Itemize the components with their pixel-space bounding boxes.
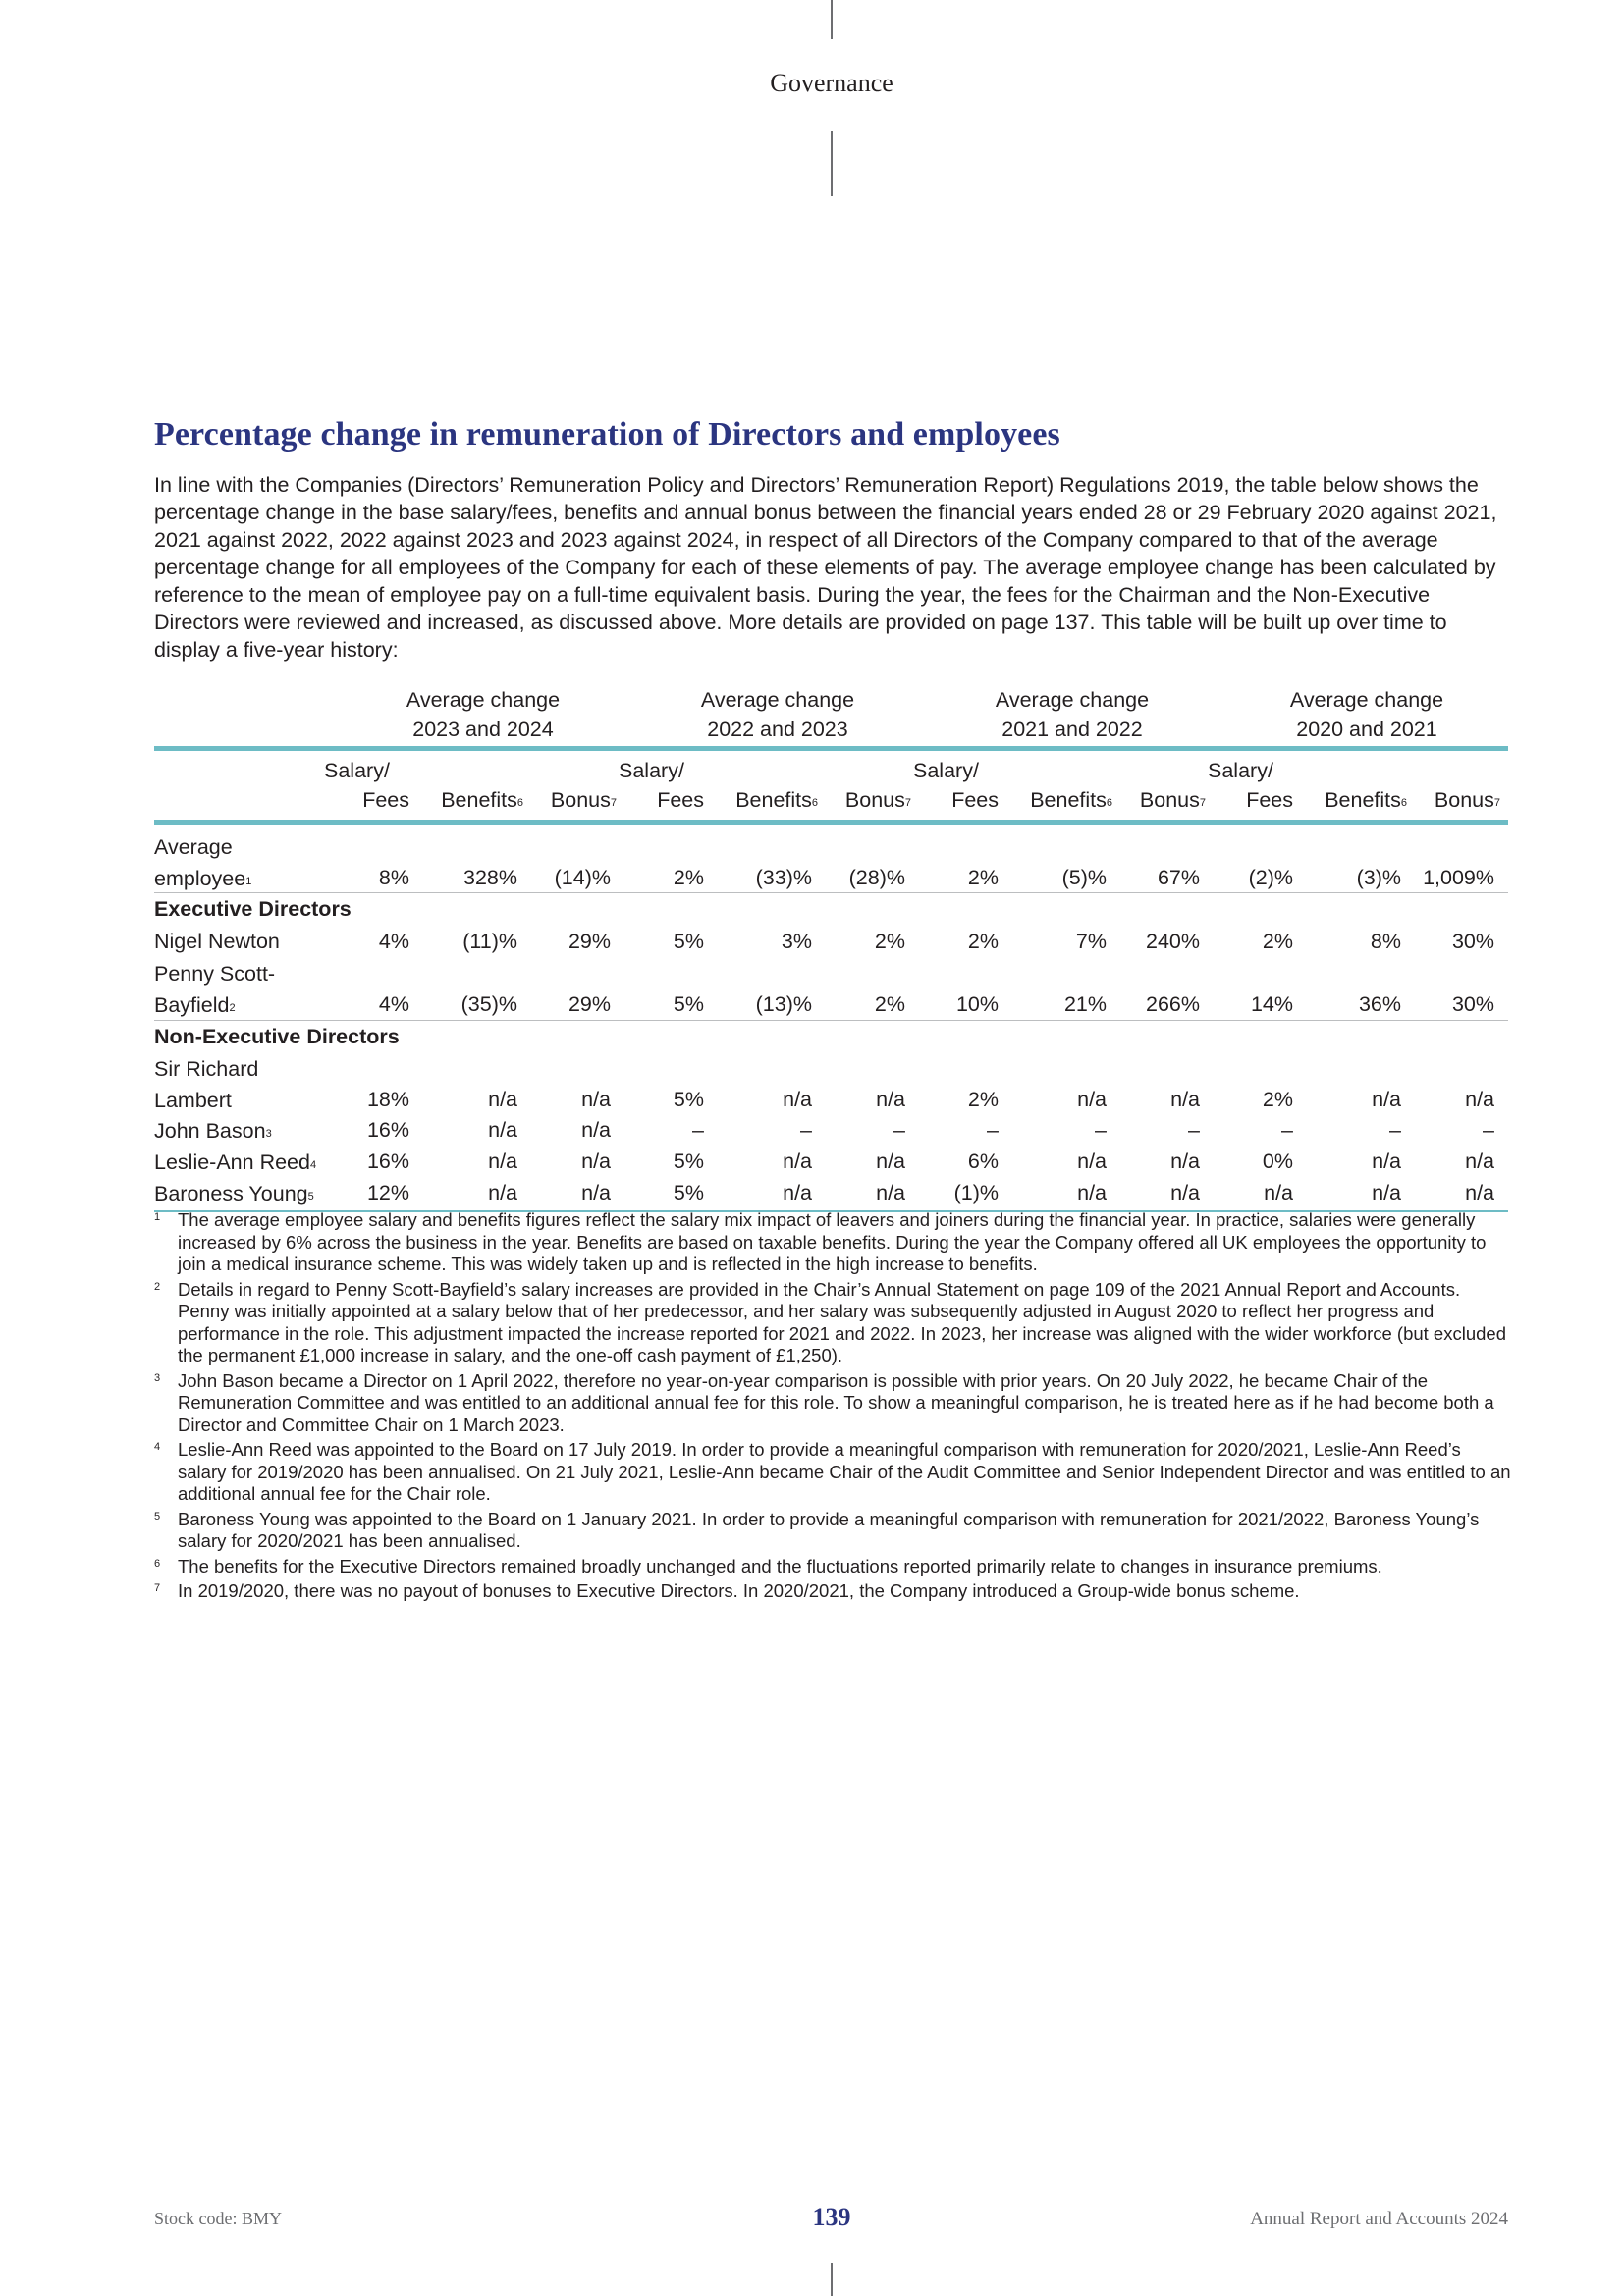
group-header-line1: Average change: [1289, 688, 1444, 712]
table-row: [154, 831, 1508, 892]
row-label: [154, 1147, 316, 1178]
table-cell: n/a: [1077, 1088, 1107, 1111]
footnote-ref: 7: [610, 797, 617, 809]
table-cell: 30%: [1451, 992, 1494, 1016]
benefits-header: [1030, 785, 1112, 815]
salary-header-line2: Fees: [362, 788, 409, 812]
table-cell: 12%: [366, 1181, 409, 1204]
footnote: [154, 1509, 1512, 1553]
report-title: Annual Report and Accounts 2024: [1250, 2209, 1508, 2229]
footnote: [154, 1580, 1512, 1603]
salary-header-line1: Salary/: [913, 759, 979, 782]
row-label-line1: Average: [154, 835, 233, 859]
bonus-header: [1140, 785, 1206, 815]
page-title: Percentage change in remuneration of Directors and employees: [154, 416, 1060, 453]
table-cell: 5%: [673, 930, 704, 953]
table-cell: (2)%: [1248, 866, 1293, 889]
table-cell: 16%: [366, 1149, 409, 1173]
table-cell: –: [1095, 1118, 1107, 1142]
group-header-line1: Average change: [406, 688, 561, 712]
footnote-ref: 5: [307, 1191, 314, 1202]
table-cell: n/a: [1077, 1149, 1107, 1173]
footnote-ref: 6: [1106, 797, 1112, 809]
bottom-rule: [831, 2263, 833, 2296]
group-header-row: [154, 685, 1508, 746]
table-cell: 240%: [1146, 930, 1200, 953]
table-cell: 30%: [1451, 930, 1494, 953]
footnote-number: 6: [154, 1557, 161, 1570]
table-cell: n/a: [1170, 1181, 1200, 1204]
table-cell: 4%: [378, 930, 409, 953]
benefits-header-label: Benefits: [735, 788, 812, 812]
table-cell: (1)%: [953, 1181, 999, 1204]
table-cell: 36%: [1358, 992, 1401, 1016]
footnotes: [154, 1209, 1512, 1606]
salary-header-line1: Salary/: [324, 759, 390, 782]
table-cell: (35)%: [460, 992, 517, 1016]
table-cell: 14%: [1250, 992, 1293, 1016]
group-header: [1219, 685, 1514, 744]
row-label-line2: [154, 989, 275, 1021]
table-cell: (11)%: [462, 930, 517, 953]
table-cell: 2%: [673, 866, 704, 889]
benefits-header: [735, 785, 818, 815]
footnote-text: In 2019/2020, there was no payout of bonuses to Executive Directors. In 2020/2021, the Company introduced a Group-wide bonus scheme.: [178, 1580, 1300, 1601]
table-cell: 5%: [673, 1149, 704, 1173]
table-row: [154, 1115, 1508, 1147]
table-cell: 0%: [1262, 1149, 1293, 1173]
row-label-line1: Sir Richard: [154, 1057, 259, 1081]
group-header: [630, 685, 925, 744]
row-label-text: Bayfield: [154, 993, 230, 1017]
salary-header-line1: Salary/: [619, 759, 684, 782]
table-cell: 21%: [1063, 992, 1107, 1016]
group-header: [336, 685, 630, 744]
table-cell: (33)%: [755, 866, 812, 889]
table-cell: (13)%: [755, 992, 812, 1016]
footnote-ref: 2: [229, 1002, 236, 1014]
table-cell: 8%: [378, 866, 409, 889]
footnote-number: 3: [154, 1371, 161, 1384]
table-cell: 29%: [568, 992, 611, 1016]
row-label: [154, 1178, 314, 1209]
table-cell: 29%: [568, 930, 611, 953]
top-rule: [831, 0, 833, 39]
table-cell: –: [1389, 1118, 1401, 1142]
table-cell: n/a: [876, 1181, 905, 1204]
table-cell: –: [692, 1118, 704, 1142]
table-cell: n/a: [783, 1181, 812, 1204]
table-cell: 2%: [967, 930, 999, 953]
table-cell: n/a: [488, 1118, 517, 1142]
benefits-header-label: Benefits: [441, 788, 517, 812]
table-cell: n/a: [581, 1118, 611, 1142]
benefits-header: [1325, 785, 1407, 815]
table-cell: 5%: [673, 1088, 704, 1111]
footnote-number: 7: [154, 1582, 161, 1594]
footnote-ref: 6: [811, 797, 818, 809]
footnote-ref: 6: [516, 797, 523, 809]
stock-code: Stock code: BMY: [154, 2209, 282, 2228]
footnote: [154, 1556, 1512, 1578]
table-cell: 8%: [1370, 930, 1401, 953]
bonus-header-label: Bonus: [1434, 788, 1494, 812]
row-label: [154, 926, 280, 957]
section-heading: Executive Directors: [154, 897, 352, 921]
benefits-header-label: Benefits: [1325, 788, 1401, 812]
table-cell: n/a: [1372, 1149, 1401, 1173]
table-cell: 67%: [1157, 866, 1200, 889]
row-label: [154, 1115, 272, 1147]
row-label: [154, 1053, 258, 1116]
footnote: [154, 1279, 1512, 1367]
group-header-line2: 2022 and 2023: [707, 718, 848, 741]
footnote-text: John Bason became a Director on 1 April 2022, therefore no year-on-year comparison is possible with prior years. On 20 July 2022, he became Chair of the Remuneration Committee and was entitled to an additional annual fee for this role. To show a meaningful comparison, he is treated here as if he had become both a Director and Committee Chair on 1 March 2023.: [178, 1369, 1494, 1435]
table-cell: n/a: [1372, 1088, 1401, 1111]
footnote-ref: 3: [265, 1128, 272, 1140]
table-cell: n/a: [1264, 1181, 1293, 1204]
footnote-text: The average employee salary and benefits figures reflect the salary mix impact of leavers and joiners during the financial year. In practice, salaries were generally increased by 6% across the business in the year. Benefits are based on taxable benefits. During the year the Company offered all UK employees the opportunity to join a medical insurance scheme. This was widely taken up and is reflected in the high increase to benefits.: [178, 1209, 1487, 1274]
table-cell: n/a: [876, 1149, 905, 1173]
table-cell: n/a: [1372, 1181, 1401, 1204]
header-rule: [831, 131, 833, 196]
table-cell: 5%: [673, 992, 704, 1016]
table-cell: n/a: [1465, 1149, 1494, 1173]
column-header-row: [154, 751, 1508, 820]
group-header-line1: Average change: [995, 688, 1150, 712]
table-row: [154, 1053, 1508, 1115]
row-label: [154, 958, 275, 1021]
row-label-line2: [154, 1085, 258, 1116]
table-cell: 4%: [378, 992, 409, 1016]
salary-header-line2: Fees: [951, 788, 999, 812]
table-cell: n/a: [488, 1181, 517, 1204]
footnote: [154, 1370, 1512, 1437]
table-cell: n/a: [488, 1088, 517, 1111]
table-cell: (28)%: [848, 866, 905, 889]
footnote-ref: 4: [309, 1159, 317, 1171]
benefits-header: [441, 785, 523, 815]
salary-header-line1: Salary/: [1208, 759, 1273, 782]
footnote-ref: 7: [904, 797, 911, 809]
row-label-line1: Penny Scott-: [154, 962, 276, 986]
footnote-text: Baroness Young was appointed to the Board on 1 January 2021. In order to provide a meaningful comparison with remuneration for 2021/2022, Baroness Young’s salary for 2020/2021 has been annualised.: [178, 1508, 1480, 1551]
footnote: [154, 1209, 1512, 1276]
table-cell: 16%: [366, 1118, 409, 1142]
table-cell: n/a: [1170, 1149, 1200, 1173]
table-cell: 2%: [967, 866, 999, 889]
bonus-header-label: Bonus: [1139, 788, 1200, 812]
table-cell: n/a: [581, 1088, 611, 1111]
spacer: [154, 825, 1508, 831]
row-label-text: employee: [154, 867, 246, 890]
table-cell: n/a: [1465, 1181, 1494, 1204]
footnote-text: Leslie-Ann Reed was appointed to the Board on 17 July 2019. In order to provide a meaningful comparison with remuneration for 2020/2021, Leslie-Ann Reed’s salary for 2019/2020 has been annualised. On 21 July 2021, Leslie-Ann became Chair of the Audit Committee and Senior Independent Director and was entitled to an additional annual fee for the Chair role.: [178, 1439, 1511, 1504]
table-cell: (5)%: [1061, 866, 1107, 889]
bonus-header-label: Bonus: [844, 788, 905, 812]
group-header-line2: 2023 and 2024: [412, 718, 554, 741]
group-header-line2: 2021 and 2022: [1001, 718, 1143, 741]
table-row: [154, 958, 1508, 1020]
row-label-text: Lambert: [154, 1089, 232, 1112]
row-label: [154, 831, 251, 894]
bonus-header: [845, 785, 911, 815]
table-cell: n/a: [1170, 1088, 1200, 1111]
benefits-header-label: Benefits: [1030, 788, 1107, 812]
table-cell: n/a: [783, 1088, 812, 1111]
table-cell: n/a: [1077, 1181, 1107, 1204]
table-cell: n/a: [581, 1181, 611, 1204]
table-cell: (14)%: [554, 866, 611, 889]
row-label-text: Leslie-Ann Reed: [154, 1150, 310, 1174]
table-cell: 266%: [1146, 992, 1200, 1016]
table-cell: 2%: [874, 930, 905, 953]
table-cell: 5%: [673, 1181, 704, 1204]
table-cell: 2%: [1262, 930, 1293, 953]
section-row: [154, 893, 1508, 926]
group-header-line2: 2020 and 2021: [1296, 718, 1437, 741]
table-cell: –: [1483, 1118, 1494, 1142]
remuneration-table: [154, 685, 1508, 1212]
table-cell: 328%: [463, 866, 517, 889]
bonus-header: [551, 785, 617, 815]
table-cell: (3)%: [1356, 866, 1401, 889]
group-header-line1: Average change: [700, 688, 855, 712]
table-cell: 1,009%: [1423, 866, 1494, 889]
table-cell: n/a: [1465, 1088, 1494, 1111]
table-cell: 18%: [366, 1088, 409, 1111]
table-cell: –: [893, 1118, 905, 1142]
table-row: [154, 926, 1508, 958]
table-cell: –: [800, 1118, 812, 1142]
table-cell: n/a: [876, 1088, 905, 1111]
salary-header-line2: Fees: [1246, 788, 1293, 812]
table-cell: n/a: [488, 1149, 517, 1173]
table-cell: 6%: [967, 1149, 999, 1173]
footnote: [154, 1439, 1512, 1506]
bonus-header-label: Bonus: [550, 788, 611, 812]
row-label-line2: [154, 863, 251, 894]
section-label: Governance: [770, 69, 893, 97]
row-label-text: John Bason: [154, 1119, 266, 1143]
footnote-ref: 7: [1199, 797, 1206, 809]
page-number: 139: [812, 2203, 851, 2231]
salary-header-line2: Fees: [657, 788, 704, 812]
table-cell: 7%: [1075, 930, 1107, 953]
table-body: [154, 825, 1508, 1210]
group-header: [925, 685, 1219, 744]
table-cell: 2%: [1262, 1088, 1293, 1111]
footnote-ref: 1: [245, 876, 252, 887]
table-cell: 2%: [967, 1088, 999, 1111]
table-cell: n/a: [783, 1149, 812, 1173]
table-cell: –: [987, 1118, 999, 1142]
footnote-number: 4: [154, 1441, 161, 1453]
footnote-text: Details in regard to Penny Scott-Bayfield’s salary increases are provided in the Chair’s Annual Statement on page 109 of the 2021 Annual Report and Accounts. Penny was initially appointed at a salary below that of her predecessor, and her salary was subsequently adjusted in August 2020 to reflect her progress and performance in the role. This adjustment impacted the increase reported for 2021 and 2022. In 2023, her increase was aligned with the wider workforce (but excluded the permanent £1,000 increase in salary, and the one-off cash payment of £1,250).: [178, 1278, 1506, 1365]
table-cell: 10%: [955, 992, 999, 1016]
footnote-text: The benefits for the Executive Directors remained broadly unchanged and the fluctuations reported primarily relate to changes in insurance premiums.: [178, 1555, 1382, 1576]
footnote-number: 1: [154, 1211, 161, 1223]
bonus-header: [1435, 785, 1500, 815]
footnote-number: 2: [154, 1280, 161, 1293]
table-row: [154, 1178, 1508, 1210]
row-label-text: Baroness Young: [154, 1182, 308, 1205]
footnote-number: 5: [154, 1510, 161, 1522]
section-heading: Non-Executive Directors: [154, 1025, 400, 1048]
intro-paragraph: In line with the Companies (Directors’ Remuneration Policy and Directors’ Remuneration Report) Regulations 2019, the table below shows the percentage change in the base salary/fees, benefits and annual bonus between the financial years ended 28 or 29 February 2020 against 2021, 2021 against 2022, 2022 against 2023 and 2023 against 2024, in respect of all Directors of the Company compared to that of the average percentage change for all employees of the Company for each of these elements of pay. The average employee change has been calculated by reference to the mean of employee pay on a full-time equivalent basis. During the year, the fees for the Chairman and the Non-Executive Directors were reviewed and increased, as discussed above. More details are provided on page 137. This table will be built up over time to display a five-year history:: [154, 473, 1497, 662]
table-row: [154, 1147, 1508, 1178]
table-cell: –: [1281, 1118, 1293, 1142]
table-cell: n/a: [581, 1149, 611, 1173]
section-row: [154, 1021, 1508, 1053]
footnote-ref: 6: [1400, 797, 1407, 809]
table-cell: 2%: [874, 992, 905, 1016]
table-cell: 3%: [781, 930, 812, 953]
footnote-ref: 7: [1493, 797, 1500, 809]
row-label-text: Nigel Newton: [154, 930, 280, 953]
table-cell: –: [1188, 1118, 1200, 1142]
